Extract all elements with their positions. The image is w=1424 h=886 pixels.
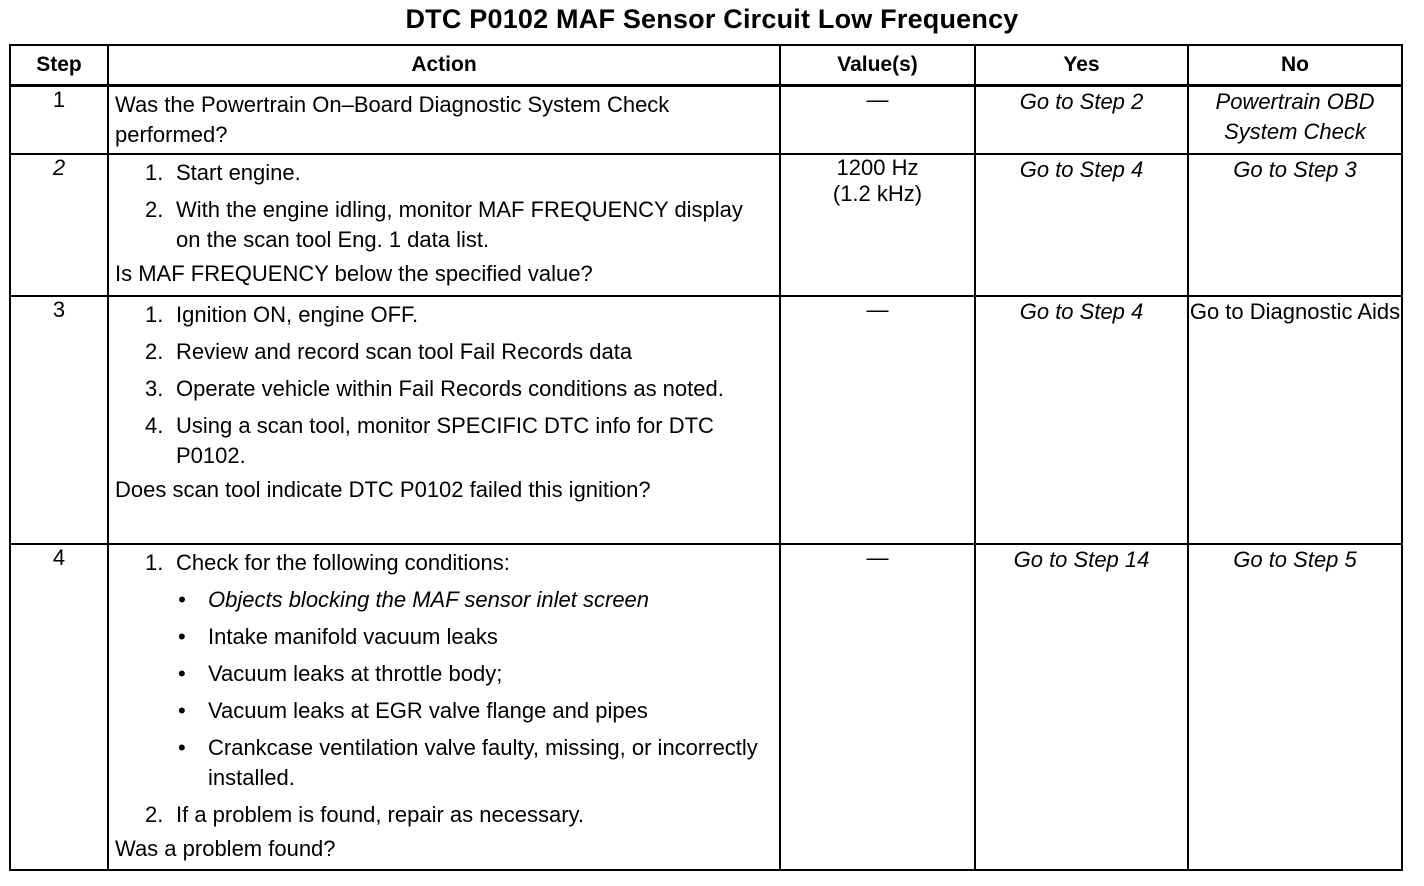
value-cell: — — [780, 86, 975, 155]
table-row — [10, 86, 1402, 155]
diagnostic-table — [9, 44, 1403, 871]
yes-link: Go to Step 4 — [1019, 157, 1144, 182]
yes-cell — [975, 86, 1188, 155]
action-cell — [108, 154, 780, 296]
action-question: Is MAF FREQUENCY below the specified value? — [115, 261, 593, 286]
table-row — [10, 296, 1402, 544]
page-title: DTC P0102 MAF Sensor Circuit Low Frequency — [405, 4, 1019, 34]
value-cell — [780, 154, 975, 296]
value-cell: — — [780, 296, 975, 544]
step-number: 3 — [10, 296, 108, 544]
yes-link: Go to Step 2 — [1019, 89, 1144, 114]
condition-bullet: • Crankcase ventilation valve faulty, missing, or incorrectly installed. — [178, 735, 758, 790]
no-cell — [1188, 544, 1402, 870]
header-yes: Yes — [975, 45, 1188, 86]
action-step: 1. Ignition ON, engine OFF. — [145, 302, 419, 327]
no-link: Go to Step 5 — [1233, 547, 1357, 572]
header-action: Action — [108, 45, 780, 86]
condition-bullet: • Vacuum leaks at throttle body; — [178, 661, 503, 686]
table-header-row — [10, 45, 1402, 86]
condition-bullet: • Intake manifold vacuum leaks — [178, 624, 498, 649]
action-step: 3. Operate vehicle within Fail Records conditions as noted. — [145, 376, 724, 401]
header-step: Step — [10, 45, 108, 86]
action-step: 2. Review and record scan tool Fail Records data — [145, 339, 633, 364]
action-step: 1. Start engine. — [145, 160, 301, 185]
no-cell — [1188, 86, 1402, 155]
condition-bullet: • Objects blocking the MAF sensor inlet screen — [178, 587, 650, 612]
no-link: Powertrain OBD System Check — [1215, 89, 1375, 144]
step-number: 1 — [10, 86, 108, 155]
no-link: Go to Diagnostic Aids — [1189, 299, 1401, 324]
header-values: Value(s) — [780, 45, 975, 86]
yes-link: Go to Step 14 — [1013, 547, 1150, 572]
action-step: 1. Check for the following conditions: — [145, 550, 510, 575]
value-cell: — — [780, 544, 975, 870]
action-step: 4. Using a scan tool, monitor SPECIFIC DTC info for DTC P0102. — [145, 413, 714, 468]
value-line: 1200 Hz — [836, 155, 919, 180]
action-cell — [108, 86, 780, 155]
no-cell — [1188, 296, 1402, 544]
value-line: (1.2 kHz) — [832, 181, 923, 206]
table-row — [10, 544, 1402, 870]
header-no: No — [1188, 45, 1402, 86]
action-cell — [108, 544, 780, 870]
step-number: 2 — [10, 154, 108, 296]
action-question: Was the Powertrain On–Board Diagnostic System Check performed? — [115, 92, 670, 147]
condition-bullet: • Vacuum leaks at EGR valve flange and pipes — [178, 698, 648, 723]
yes-cell — [975, 296, 1188, 544]
table-row — [10, 154, 1402, 296]
step-number: 4 — [10, 544, 108, 870]
action-step: 2. If a problem is found, repair as necessary. — [145, 802, 585, 827]
action-cell — [108, 296, 780, 544]
yes-cell — [975, 544, 1188, 870]
action-question: Was a problem found? — [115, 836, 336, 861]
no-cell — [1188, 154, 1402, 296]
yes-link: Go to Step 4 — [1019, 299, 1144, 324]
action-step: 2. With the engine idling, monitor MAF FREQUENCY display on the scan tool Eng. 1 data list. — [145, 197, 743, 252]
action-question: Does scan tool indicate DTC P0102 failed this ignition? — [115, 477, 651, 502]
no-link: Go to Step 3 — [1233, 157, 1357, 182]
yes-cell — [975, 154, 1188, 296]
